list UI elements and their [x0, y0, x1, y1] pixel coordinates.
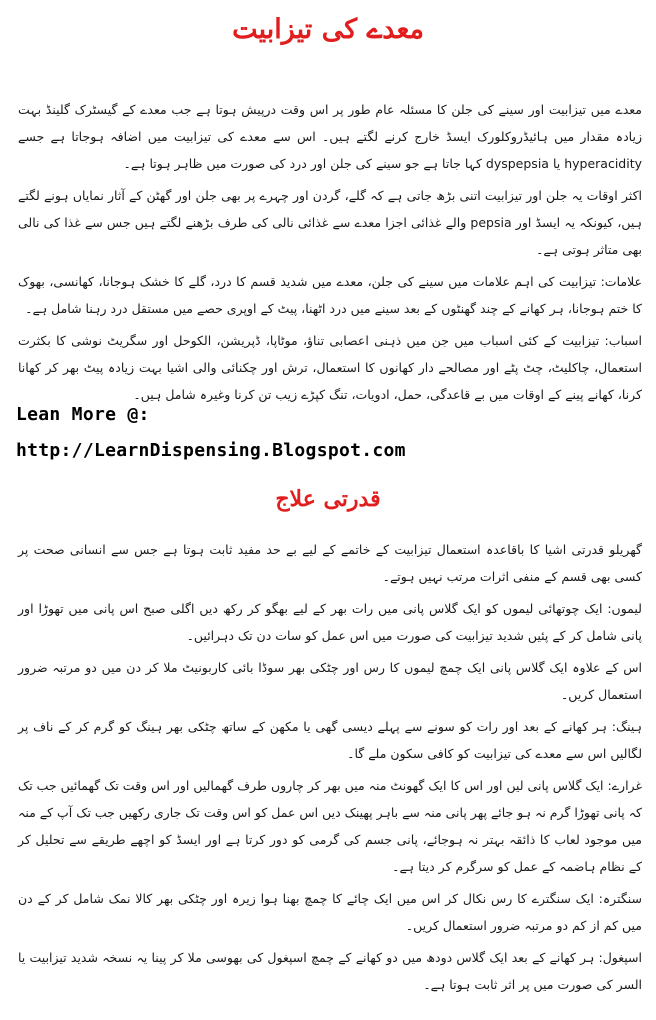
intro-paragraph-causes: اسباب: تیزابیت کے کئی اسباب میں جن میں ذہنی اعصابی تناؤ، موٹاپا، ڈپریشن، الکوحل اور سگریٹ نوشی کا بکثرت استعمال، چاکلیٹ، چٹ پٹے اور مصالحے دار کھانوں کا استعمال، ترش اور چکنائی والی اشیا بہت زیادہ پیٹ بھر کر کھانا کرنا، کھانے پینے کے اوقات میں بے قاعدگی، حمل، ادویات، تنگ کپڑے زیب تن کرنا وغیرہ شامل ہیں۔	[18, 333, 642, 402]
remedies-section	[18, 536, 642, 1003]
article-title: معدے کی تیزابیت	[232, 14, 424, 45]
intro-paragraph-definition: معدے میں تیزابیت اور سینے کی جلن کا مسئلہ عام طور پر اس وقت درپیش ہوتا ہے جب معدے کے گیسٹرک گلینڈ بہت زیادہ مقدار میں ہائیڈروکلورک ایسڈ خارج کرنے لگتے ہیں۔ اس سے معدے کی تیزابیت میں اضافہ ہوجاتا ہے جسے hyperacidity یا dyspepsia کہا جاتا ہے جو سینے کی جلن اور درد کی صورت میں ظاہر ہوتا ہے۔	[18, 102, 642, 171]
remedy-paragraph-asafoetida: ہینگ: ہر کھانے کے بعد اور رات کو سونے سے پہلے دیسی گھی یا مکھن کے ساتھ چٹکی بھر ہینگ کو گرم کر کے ناف پر لگالیں اس سے معدے کی تیزابیت کو کافی سکون ملے گا۔	[18, 719, 642, 761]
section-heading-natural-remedies: قدرتی علاج	[275, 486, 381, 512]
remedy-paragraph-orange: سنگترہ: ایک سنگترے کا رس نکال کر اس میں ایک چائے کا چمچ بھنا ہوا زیرہ اور چٹکی بھر کالا نمک شامل کر کے دن میں کم از کم دو مرتبہ ضرور استعمال کریں۔	[18, 891, 642, 933]
intro-paragraph-spread: اکثر اوقات یہ جلن اور تیزابیت اتنی بڑھ جاتی ہے کہ گلے، گردن اور چہرے پر بھی جلن اور گھٹن کے آثار نمایاں ہونے لگتے ہیں، کیونکہ یہ ایسڈ اور pepsia والے غذائی اجزا معدے سے غذائی نالی کی طرف بڑھنے لگتے ہیں جس سے غذا کی نالی بھی متاثر ہوتی ہے۔	[18, 188, 642, 257]
learn-more-link[interactable]: http://LearnDispensing.Blogspot.com	[16, 440, 406, 461]
remedy-paragraph-gargle: غرارے: ایک گلاس پانی لیں اور اس کا ایک گھونٹ منہ میں بھر کر چاروں طرف گھمالیں اور اس وقت تک گھمائیں جب تک کہ پانی تھوڑا گرم نہ ہو جائے پھر پانی منہ سے باہر پھینک دیں اس عمل کو اس وقت تک جاری رکھیں جب تک آپ کے منہ میں موجود لعاب کا ذائقہ بہتر نہ ہوجائے، پانی جسم کی گرمی کو دور کرتا ہے اور ایسڈ کو اچھے طریقے سے تحلیل کر کے نظام ہاضمہ کے عمل کو سرگرم کر دیتا ہے۔	[18, 778, 642, 874]
remedy-paragraph-lemon-soda: اس کے علاوہ ایک گلاس پانی ایک چمچ لیموں کا رس اور چٹکی بھر سوڈا بائی کاربونیٹ ملا کر دن میں دو مرتبہ ضرور استعمال کریں۔	[18, 660, 642, 702]
learn-more-label: Lean More @:	[16, 404, 150, 425]
remedy-paragraph-isabgol: اسپغول: ہر کھانے کے بعد ایک گلاس دودھ میں دو کھانے کے چمچ اسپغول کی بھوسی ملا کر پینا یہ نسخہ شدید تیزابیت یا السر کی صورت میں پر اثر ثابت ہوتا ہے۔	[18, 950, 642, 992]
intro-section	[18, 96, 642, 413]
intro-paragraph-symptoms: علامات: تیزابیت کی اہم علامات میں سینے کی جلن، معدے میں شدید قسم کا درد، گلے کا خشک ہوجانا، کھانسی، بھوک کا ختم ہوجانا، ہر کھانے کے چند گھنٹوں کے بعد سینے میں درد اٹھنا، پیٹ کے اوپری حصے میں مستقل درد رہنا شامل ہے۔	[18, 274, 642, 316]
remedy-paragraph-lemon: لیموں: ایک چوتھائی لیموں کو ایک گلاس پانی میں رات بھر کے لیے بھگو کر رکھ دیں اگلی صبح اس پانی میں تھوڑا اور پانی شامل کر کے پئیں شدید تیزابیت کی صورت میں اس عمل کو سات دن تک دہرائیں۔	[18, 601, 642, 643]
remedy-paragraph-intro: گھریلو قدرتی اشیا کا باقاعدہ استعمال تیزابیت کے خاتمے کے لیے بے حد مفید ثابت ہوتا ہے جس سے انسانی صحت پر کسی بھی قسم کے منفی اثرات مرتب نہیں ہوتے۔	[18, 542, 642, 584]
